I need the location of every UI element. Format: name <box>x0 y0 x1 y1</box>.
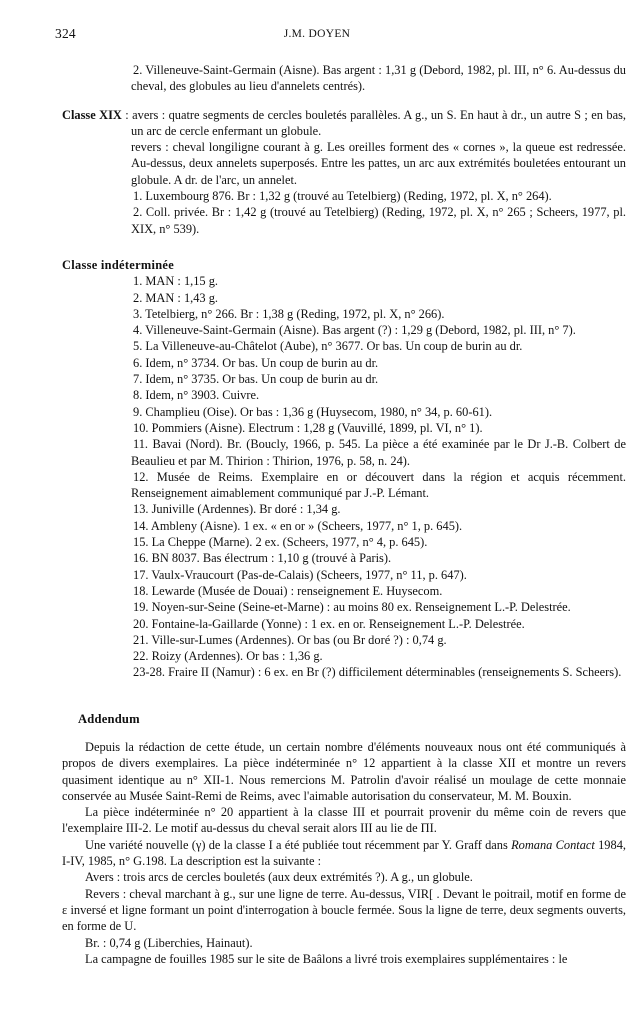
catalogue-item: 3. Tetelbierg, n° 266. Br : 1,38 g (Reding, 1972, pl. X, n° 266). <box>133 306 445 321</box>
journal-title: Romana Contact <box>511 837 595 852</box>
page-number: 324 <box>55 26 76 41</box>
addendum-avers: Avers : trois arcs de cercles bouletés (aux deux extrémités ?). A g., un globule. <box>85 870 473 885</box>
addendum-heading: Addendum <box>78 711 140 726</box>
catalogue-item: 8. Idem, n° 3903. Cuivre. <box>133 388 260 403</box>
classe-xix-avers-text: : avers : quatre segments de cercles bouletés parallèles. A g., un S. En haut à dr., un autre S ; en bas, un arc de cercle enfermant un globule. <box>125 107 626 138</box>
catalogue-item: 20. Fontaine-la-Gaillarde (Yonne) : 1 ex. en or. Renseignement L.-P. Delestrée. <box>133 616 525 631</box>
catalogue-item: 7. Idem, n° 3735. Or bas. Un coup de burin au dr. <box>133 372 379 387</box>
catalogue-item: 18. Lewarde (Musée de Douai) : renseignement E. Huysecom. <box>133 583 443 598</box>
addendum-paragraph <box>62 837 626 870</box>
catalogue-item: 1. Luxembourg 876. Br : 1,32 g (trouvé au Tetelbierg) (Reding, 1972, pl. X, n° 264). <box>133 189 552 204</box>
addendum-para3-part1: Une variété nouvelle (γ) de la classe I a été publiée tout récemment par Y. Graff dans <box>85 837 512 852</box>
catalogue-item: 15. La Cheppe (Marne). 2 ex. (Scheers, 1977, n° 4, p. 645). <box>133 535 428 550</box>
paragraph-spacer <box>62 95 626 107</box>
catalogue-item: 11. Bavai (Nord). Br. (Boucly, 1966, p. 545. La pièce a été examinée par le Dr J.-B. Colbert de Beaulieu et par M. Thirion : Thirion, 1976, p. 58, n. 24). <box>131 437 626 468</box>
running-head-title: J.M. DOYEN <box>283 28 351 40</box>
catalogue-item: 4. Villeneuve-Saint-Germain (Aisne). Bas argent (?) : 1,29 g (Debord, 1982, pl. III, n° 7). <box>133 323 576 338</box>
classe-xix-revers: revers : cheval longiligne courant à g. Les oreilles forment des « cornes », la queue est redressée. Au-dessus, deux annelets superposés. Entre les pattes, un arc aux extrémités bouletées entourant un globule. A dr. de l'arc, un annelet. <box>131 140 626 187</box>
catalogue-item: 21. Ville-sur-Lumes (Ardennes). Or bas (ou Br doré ?) : 0,74 g. <box>133 632 447 647</box>
catalogue-item: 16. BN 8037. Bas électrum : 1,10 g (trouvé à Paris). <box>133 551 392 566</box>
classe-xix-avers <box>62 107 626 140</box>
catalogue-item: 2. Villeneuve-Saint-Germain (Aisne). Bas argent : 1,31 g (Debord, 1982, pl. III, n° 6. Au-dessus du cheval, des globules au lieu d'annelets centrés). <box>131 63 626 94</box>
addendum-weight: Br. : 0,74 g (Liberchies, Hainaut). <box>85 935 253 950</box>
text-column <box>62 62 626 967</box>
catalogue-item: 9. Champlieu (Oise). Or bas : 1,36 g (Huysecom, 1980, n° 34, p. 60-61). <box>133 404 493 419</box>
catalogue-item: 2. MAN : 1,43 g. <box>133 290 219 305</box>
classe-indeterminee-title: Classe indéterminée <box>62 257 175 272</box>
running-head <box>0 26 634 46</box>
addendum-revers: Revers : cheval marchant à g., sur une ligne de terre. Au-dessus, VIR[ . Devant le poitrail, motif en forme de ε inversé et ligne formant un point d'interrogation à boucle fermée. Sous la ligne de terre, deux segments ouverts, en forme de U. <box>62 886 626 934</box>
addendum-paragraph: Depuis la rédaction de cette étude, un certain nombre d'éléments nouveaux nous ont été communiqués à propos de divers exemplaires. La pièce indéterminée n° 12 appartient à la classe XII et montre un revers quasiment identique au n° XII-1. Nous remercions M. Patrolin d'avoir réalisé un moulage de cette monnaie conservée au Musée Saint-Remi de Reims, avec l'aimable autorisation du conservateur, M. M. Bouxin. <box>62 739 626 803</box>
catalogue-item: 2. Coll. privée. Br : 1,42 g (trouvé au Tetelbierg) (Reding, 1972, pl. X, n° 265 ; Scheers, 1977, pl. XIX, n° 539). <box>131 205 626 236</box>
addendum-paragraph: La pièce indéterminée n° 20 appartient à la classe III et pourrait provenir du même coin de revers que l'exemplaire III-2. Le motif au-dessus du cheval serait alors III au lie de ПI. <box>62 805 626 836</box>
catalogue-item: 1. MAN : 1,15 g. <box>133 274 219 289</box>
catalogue-item: 6. Idem, n° 3734. Or bas. Un coup de burin au dr. <box>133 355 379 370</box>
paragraph-spacer <box>62 237 626 257</box>
addendum-para3-part2: 1984, I-IV, 1985, n° G.198. La description est la suivante : <box>62 837 626 869</box>
addendum-paragraph: La campagne de fouilles 1985 sur le site de Baâlons a livré trois exemplaires supplémentaires : le <box>85 951 568 966</box>
catalogue-item: 12. Musée de Reims. Exemplaire en or découvert dans la région et acquis récemment. Renseignement aimablement communiqué par J.-P. Lémant. <box>131 469 626 501</box>
catalogue-item: 14. Ambleny (Aisne). 1 ex. « en or » (Scheers, 1977, n° 1, p. 645). <box>133 518 463 533</box>
section-spacer <box>62 681 626 711</box>
catalogue-item: 23-28. Fraire II (Namur) : 6 ex. en Br (?) difficilement déterminables (renseignements S. Scheers). <box>133 665 622 680</box>
catalogue-item: 17. Vaulx-Vraucourt (Pas-de-Calais) (Scheers, 1977, n° 11, p. 647). <box>133 567 467 582</box>
catalogue-item: 10. Pommiers (Aisne). Electrum : 1,28 g (Vauvillé, 1899, pl. VI, n° 1). <box>133 420 483 435</box>
paragraph-spacer <box>62 727 626 739</box>
catalogue-item: 19. Noyen-sur-Seine (Seine-et-Marne) : au moins 80 ex. Renseignement L.-P. Delestrée. <box>133 600 571 615</box>
classe-xix-label: Classe XIX <box>62 107 122 122</box>
catalogue-item: 22. Roizy (Ardennes). Or bas : 1,36 g. <box>133 649 323 664</box>
catalogue-item: 13. Juniville (Ardennes). Br doré : 1,34 g. <box>133 502 341 517</box>
catalogue-item: 5. La Villeneuve-au-Châtelot (Aube), n° 3677. Or bas. Un coup de burin au dr. <box>133 339 523 354</box>
